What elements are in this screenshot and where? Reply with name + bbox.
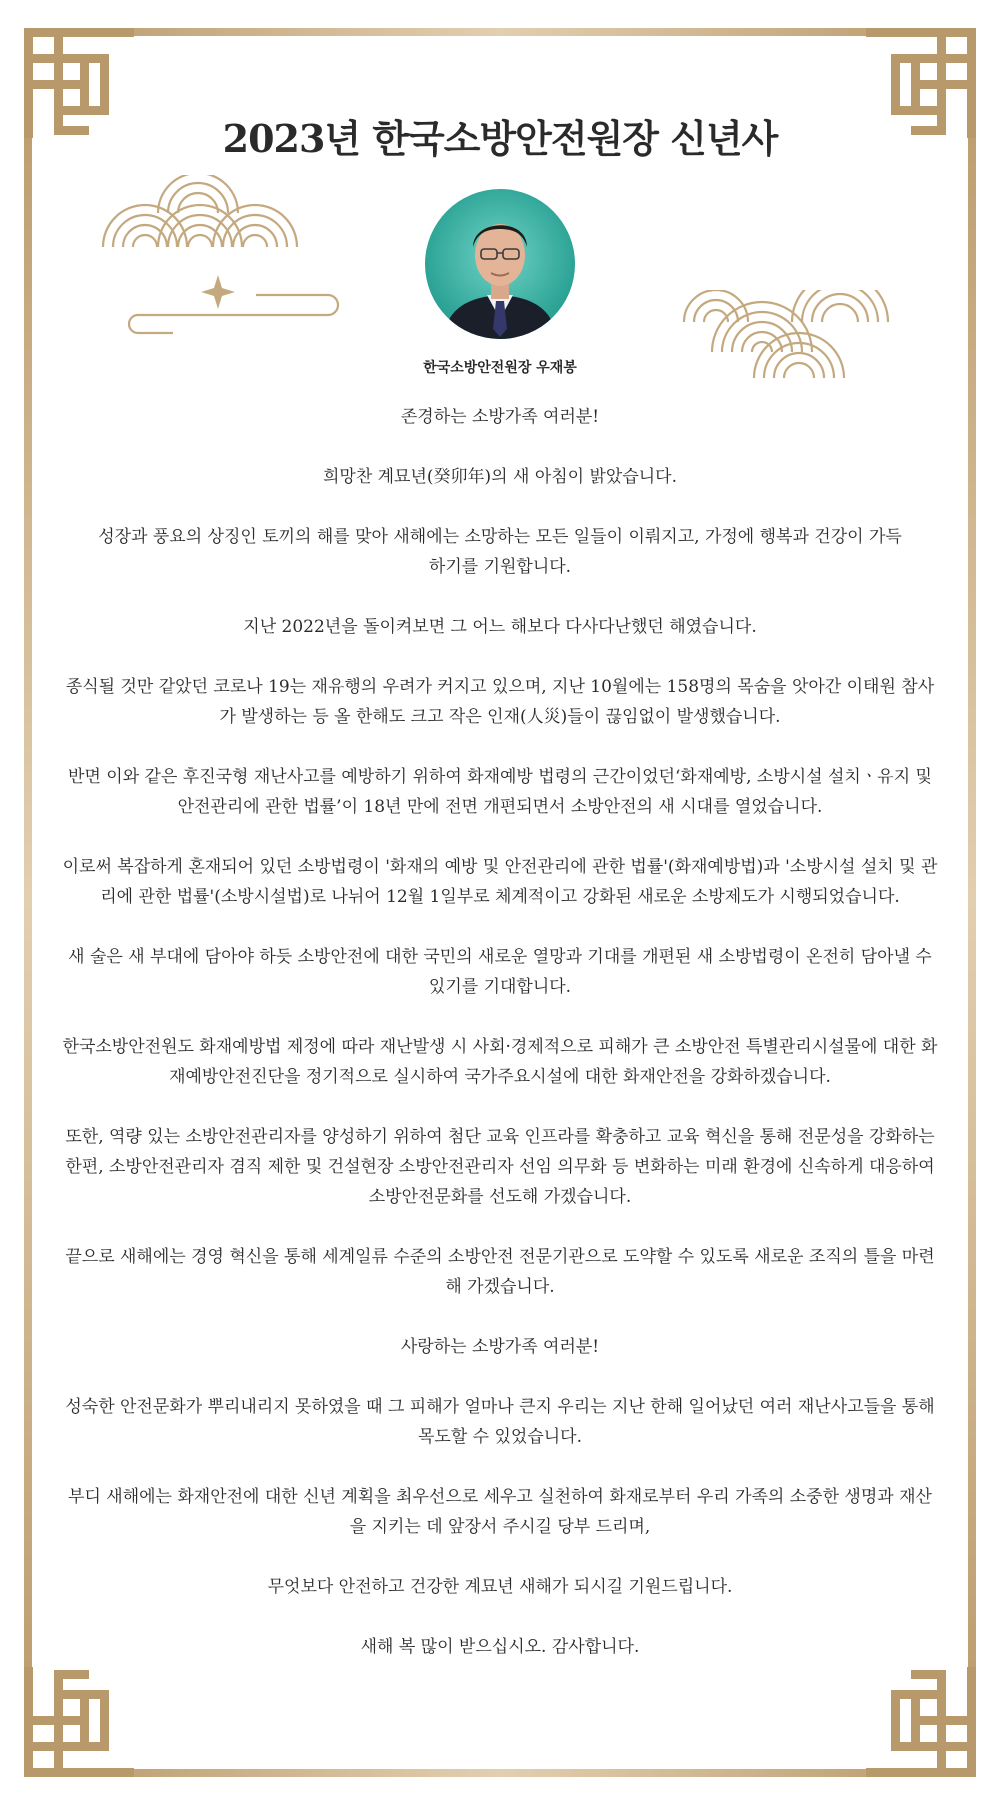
paragraph: 존경하는 소방가족 여러분!	[400, 407, 600, 427]
paragraph: 이로써 복잡하게 혼재되어 있던 소방법령이 '화재의 예방 및 안전관리에 관한 법률'(화재예방법)과 '소방시설 설치 및 관리에 관한 법률'(소방시설법)로 나뉘어 12월 1일부로 체계적이고 강화된 새로운 소방제도가 시행되었습니다.	[62, 857, 938, 907]
cloud-ornament-left	[98, 175, 348, 345]
paragraph: 새해 복 많이 받으십시오. 감사합니다.	[360, 1637, 640, 1657]
letter-body	[60, 402, 940, 1692]
paragraph: 부디 새해에는 화재안전에 대한 신년 계획을 최우선으로 세우고 실천하여 화재로부터 우리 가족의 소중한 생명과 재산을 지키는 데 앞장서 주시길 당부 드리며,	[68, 1487, 932, 1537]
paragraph: 사랑하는 소방가족 여러분!	[400, 1337, 600, 1357]
paragraph: 성숙한 안전문화가 뿌리내리지 못하였을 때 그 피해가 얼마나 큰지 우리는 지난 한해 일어났던 여러 재난사고들을 통해 목도할 수 있었습니다.	[65, 1397, 935, 1447]
portrait-caption: 한국소방안전원장 우재봉	[423, 360, 577, 376]
paragraph: 성장과 풍요의 상징인 토끼의 해를 맞아 새해에는 소망하는 모든 일들이 이뤄지고, 가정에 행복과 건강이 가득하기를 기원합니다.	[98, 527, 902, 577]
paragraph: 종식될 것만 같았던 코로나 19는 재유행의 우려가 커지고 있으며, 지난 10월에는 158명의 목숨을 앗아간 이태원 참사가 발생하는 등 올 한해도 크고 작은 인재(人災)들이 끊임없이 발생했습니다.	[65, 677, 935, 727]
paragraph: 끝으로 새해에는 경영 혁신을 통해 세계일류 수준의 소방안전 전문기관으로 도약할 수 있도록 새로운 조직의 틀을 마련해 가겠습니다.	[65, 1247, 935, 1297]
paragraph: 지난 2022년을 돌이켜보면 그 어느 해보다 다사다난했던 해였습니다.	[243, 617, 757, 637]
paragraph: 새 술은 새 부대에 담아야 하듯 소방안전에 대한 국민의 새로운 열망과 기대를 개편된 새 소방법령이 온전히 담아낼 수 있기를 기대합니다.	[68, 947, 932, 997]
page-title: 2023년 한국소방안전원장 신년사	[222, 116, 778, 161]
paragraph: 무엇보다 안전하고 건강한 계묘년 새해가 되시길 기원드립니다.	[267, 1577, 733, 1597]
paragraph: 또한, 역량 있는 소방안전관리자를 양성하기 위하여 첨단 교육 인프라를 확충하고 교육 혁신을 통해 전문성을 강화하는 한편, 소방안전관리자 겸직 제한 및 건설현장 소방안전관리자 선임 의무화 등 변화하는 미래 환경에 신속하게 대응하여 소방안전문화를 선도해 가겠습니다.	[65, 1127, 935, 1207]
paragraph: 한국소방안전원도 화재예방법 제정에 따라 재난발생 시 사회·경제적으로 피해가 큰 소방안전 특별관리시설물에 대한 화재예방안전진단을 정기적으로 실시하여 국가주요시설에 대한 화재안전을 강화하겠습니다.	[62, 1037, 938, 1087]
paragraph: 희망찬 계묘년(癸卯年)의 새 아침이 밝았습니다.	[322, 467, 678, 487]
paragraph: 반면 이와 같은 후진국형 재난사고를 예방하기 위하여 화재예방 법령의 근간이었던‘화재예방, 소방시설 설치ㆍ유지 및 안전관리에 관한 법률’이 18년 만에 전면 개편되면서 소방안전의 새 시대를 열었습니다.	[68, 767, 932, 817]
president-portrait	[425, 189, 575, 339]
